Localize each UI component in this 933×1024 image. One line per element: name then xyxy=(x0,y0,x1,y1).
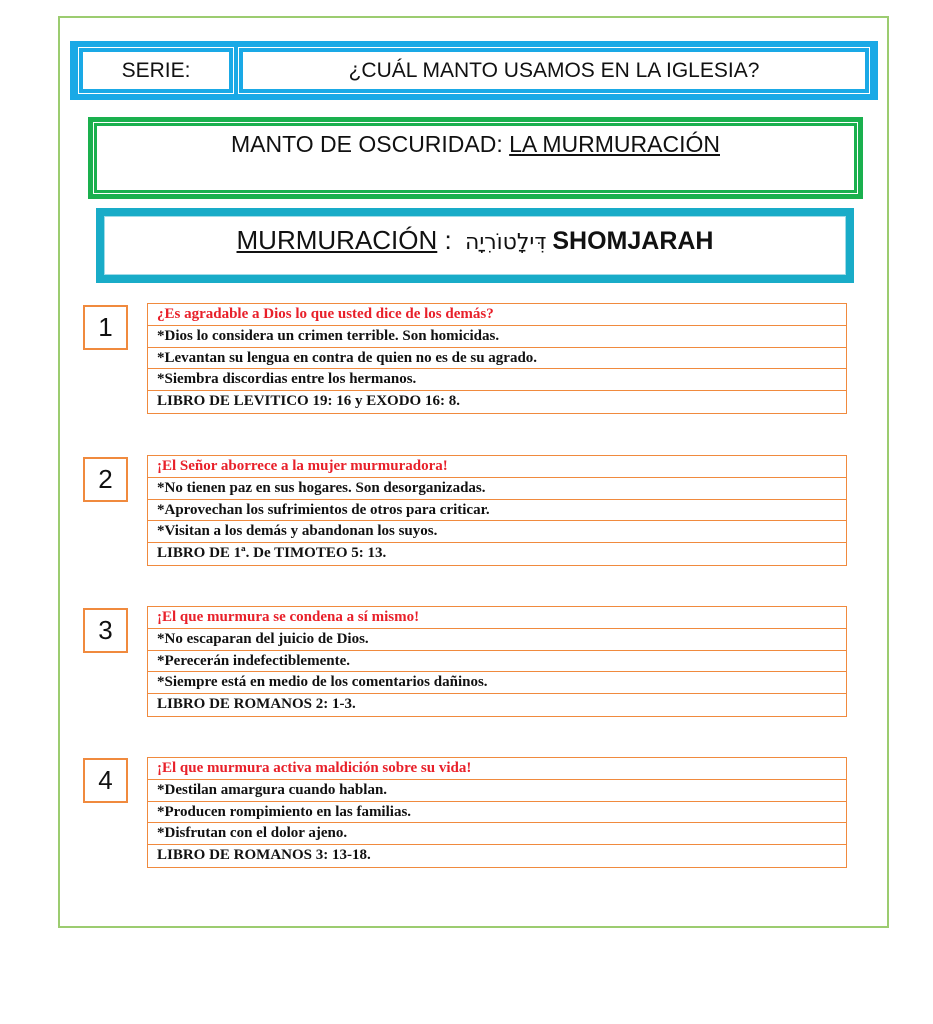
item-number-box: 3 xyxy=(83,608,128,653)
item-list xyxy=(147,606,847,717)
manto-box xyxy=(88,117,863,199)
item-line: *Siembra discordias entre los hermanos. xyxy=(148,369,846,391)
item-line: *No escaparan del juicio de Dios. xyxy=(148,629,846,651)
item-line: *Disfrutan con el dolor ajeno. xyxy=(148,823,846,845)
item-reference: LIBRO DE ROMANOS 2: 1-3. xyxy=(157,696,356,713)
murmuracion-colon: : xyxy=(437,225,459,255)
item-reference: LIBRO DE 1ª. De TIMOTEO 5: 13. xyxy=(157,545,387,562)
item-list xyxy=(147,303,847,414)
serie-label: SERIE: xyxy=(80,49,232,92)
item-number-box: 4 xyxy=(83,758,128,803)
transliteration: SHOMJARAH xyxy=(552,227,714,255)
hebrew-word: דִּילָטוֹרִיָה xyxy=(464,230,547,255)
murmuracion-title xyxy=(105,225,845,256)
serie-header xyxy=(70,41,878,100)
item-line: *Producen rompimiento en las familias. xyxy=(148,802,846,824)
item-line: *No tienen paz en sus hogares. Son desorganizadas. xyxy=(148,478,846,500)
item-line: *Destilan amargura cuando hablan. xyxy=(148,780,846,802)
item-line: *Siempre está en medio de los comentarios dañinos. xyxy=(148,672,846,694)
manto-underlined: LA MURMURACIÓN xyxy=(509,131,720,157)
item-heading: ¡El Señor aborrece a la mujer murmuradora! xyxy=(148,456,846,478)
item-line: *Dios lo considera un crimen terrible. Son homicidas. xyxy=(148,326,846,348)
serie-title: ¿CUÁL MANTO USAMOS EN LA IGLESIA? xyxy=(240,49,868,92)
item-line: *Visitan a los demás y abandonan los suyos. xyxy=(148,521,846,543)
item-reference: LIBRO DE ROMANOS 3: 13-18. xyxy=(157,847,371,864)
item-heading: ¡El que murmura se condena a sí mismo! xyxy=(148,607,846,629)
manto-title xyxy=(97,131,854,158)
item-list xyxy=(147,757,847,868)
item-line: *Levantan su lengua en contra de quien no es de su agrado. xyxy=(148,348,846,370)
murmuracion-box xyxy=(96,208,854,283)
item-number-box: 2 xyxy=(83,457,128,502)
item-reference: LIBRO DE LEVITICO 19: 16 y EXODO 16: 8. xyxy=(157,393,460,410)
item-number-box: 1 xyxy=(83,305,128,350)
manto-prefix: MANTO DE OSCURIDAD: xyxy=(230,131,510,157)
murmuracion-word: MURMURACIÓN xyxy=(236,225,438,255)
item-list xyxy=(147,455,847,566)
item-heading: ¡El que murmura activa maldición sobre su vida! xyxy=(148,758,846,780)
item-line: *Perecerán indefectiblemente. xyxy=(148,651,846,673)
item-heading: ¿Es agradable a Dios lo que usted dice de los demás? xyxy=(148,304,846,326)
item-line: *Aprovechan los sufrimientos de otros para criticar. xyxy=(148,500,846,522)
